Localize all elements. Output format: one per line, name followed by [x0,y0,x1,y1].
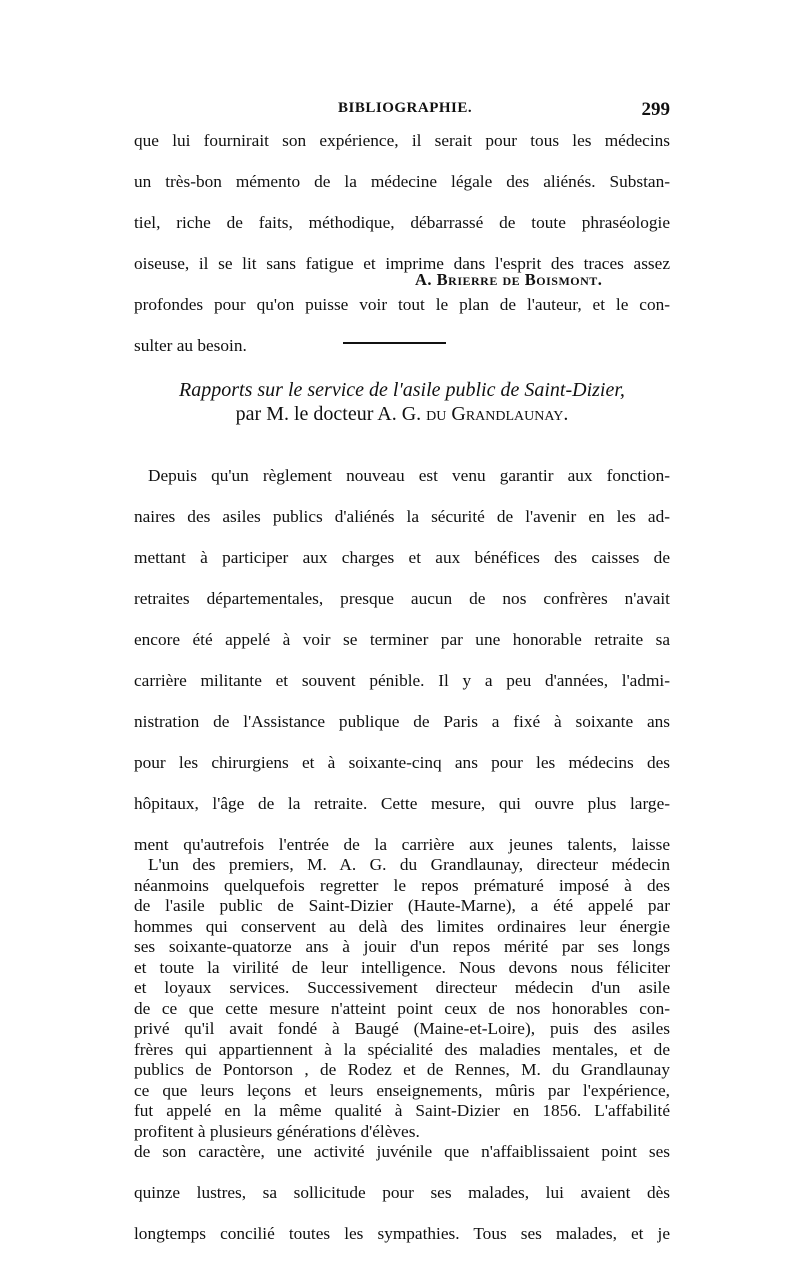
body-paragraph-2 [134,855,670,1265]
signature-initial: A. [415,270,433,289]
text-line: frères qui appartiennent à la spécialité des maladies mentales, et de [134,1040,670,1059]
text-line: publics de Pontorson , de Rodez et de Rennes, M. du Grandlaunay [134,1060,670,1079]
text-line: Depuis qu'un règlement nouveau est venu garantir aux fonction- [148,466,670,485]
text-line: et toute la virilité de leur intelligence. Nous devons nous féliciter [134,958,670,977]
article-title: Rapports sur le service de l'asile public de Saint-Dizier, [179,379,625,401]
article-author [134,402,670,426]
section-divider [343,342,446,344]
text-line: ses soixante-quatorze ans à jouir d'un repos mérité par ses longs [134,937,670,956]
text-line: pour les chirurgiens et à soixante-cinq ans pour les médecins des [134,753,670,772]
text-line: L'un des premiers, M. A. G. du Grandlaunay, directeur médecin [148,855,670,874]
text-line: carrière militante et souvent pénible. Il y a peu d'années, l'admi- [134,671,670,690]
running-head [134,100,670,124]
text-line: un très-bon mémento de la médecine légale des aliénés. Substan- [134,172,670,191]
text-line: de l'asile public de Saint-Dizier (Haute-Marne), a été appelé par [134,896,670,915]
text-line: fut appelé en la même qualité à Saint-Dizier en 1856. L'affabilité [134,1101,670,1120]
signature [415,270,602,290]
author-prefix: par M. le docteur A. G. [235,403,422,425]
text-line: que lui fournirait son expérience, il serait pour tous les médecins [134,131,670,150]
text-line: encore été appelé à voir se terminer par une honorable retraite sa [134,630,670,649]
article-heading [134,378,670,426]
text-line: naires des asiles publics d'aliénés la sécurité de l'avenir en les ad- [134,507,670,526]
text-line: et loyaux services. Successivement directeur médecin d'un asile [134,978,670,997]
text-line: profitent à plusieurs générations d'élèves. [134,1122,420,1141]
text-line: sulter au besoin. [134,336,247,355]
text-line: ce que leurs leçons et leurs enseignements, mûris par l'expérience, [134,1081,670,1100]
text-line: quinze lustres, sa sollicitude pour ses malades, lui avaient dès [134,1183,670,1202]
text-line: oiseuse, il se lit sans fatigue et imprime dans l'esprit des traces assez [134,254,670,273]
text-line: de ce que cette mesure n'atteint point ceux de nos honorables con- [134,999,670,1018]
text-line: de son caractère, une activité juvénile que n'affaiblissaient point ses [134,1142,670,1161]
author-name: du Grandlaunay. [426,403,569,425]
text-line: ment qu'autrefois l'entrée de la carrière aux jeunes talents, laisse [134,835,670,854]
text-line: tiel, riche de faits, méthodique, débarrassé de toute phraséologie [134,213,670,232]
running-title: BIBLIOGRAPHIE. [338,100,473,116]
text-line: longtemps concilié toutes les sympathies. Tous ses malades, et je [134,1224,670,1243]
text-line: mettant à participer aux charges et aux bénéfices des caisses de [134,548,670,567]
text-line: néanmoins quelquefois regretter le repos prématuré imposé à des [134,876,670,895]
signature-name: Brierre de Boismont. [436,270,603,289]
closing-paragraph [134,131,670,357]
text-line: privé qu'il avait fondé à Baugé (Maine-et-Loire), puis des asiles [134,1019,670,1038]
page-number: 299 [641,99,670,120]
text-line: hôpitaux, l'âge de la retraite. Cette mesure, qui ouvre plus large- [134,794,670,813]
text-line: profondes pour qu'on puisse voir tout le plan de l'auteur, et le con- [134,295,670,314]
text-line: retraites départementales, presque aucun de nos confrères n'avait [134,589,670,608]
text-line: hommes qui conservent au delà des limites ordinaires leur énergie [134,917,670,936]
text-line: nistration de l'Assistance publique de Paris a fixé à soixante ans [134,712,670,731]
